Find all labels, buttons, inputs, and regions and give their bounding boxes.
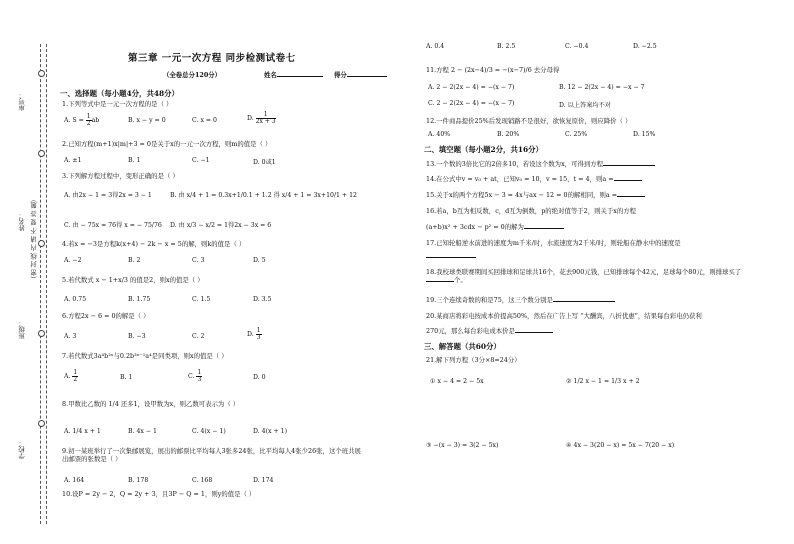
q2-option-d[interactable]: D. 0或1 [253,159,276,166]
q2-option-a[interactable]: A. ±1 [64,157,82,164]
class-label: 班级： [18,320,26,340]
q11-option-a[interactable]: A. 2 − 2(2x − 4) = −(x − 7) [428,84,515,91]
q19-answer-blank[interactable] [553,301,615,302]
q1-option-c[interactable]: C. x = 0 [192,117,217,124]
q16-answer-blank[interactable] [524,228,564,229]
q7-option-b[interactable]: B. 1 [120,374,133,381]
q15-answer-blank[interactable] [617,196,645,197]
question-11: 11.方程 2 − (2x−4)/3 = −(x−7)/6 去分母得 [426,66,560,74]
question-2: 2.已知方程(m+1)x|m|+3 = 0是关于x的一元一次方程，则m的值是（ ） [62,140,272,148]
question-4: 4.若x = −3是方程k(x+4) − 2k − x = 5的解，则k的值是（ ） [62,240,246,248]
q5-option-c[interactable]: C. 1.5 [192,296,211,303]
q1-option-d[interactable]: D. $\frac{1}{2x + 3}$ [247,111,276,125]
q9-option-a[interactable]: A. 164 [64,477,85,484]
equation-1: ① x − 4 = 2 − 5x [430,378,484,385]
q2-option-b[interactable]: B. 1 [128,157,141,164]
q6-option-b[interactable]: B. −3 [128,333,146,340]
question-10: 10.设P = 2y − 2，Q = 2y + 3，且3P − Q = 1，则y的值是（ ） [62,490,256,498]
question-1: 1.下列等式中是一元一次方程的是（ ） [62,100,173,108]
q4-option-d[interactable]: D. 5 [253,257,266,264]
question-16-cont: (a+b)x² + 3cdx − p² = 0的解为 [426,223,564,231]
q1-option-b[interactable]: B. x − y = 0 [128,117,166,124]
score-field[interactable]: 得分 [334,71,387,79]
question-16: 16.若a，b互为相反数，c，d互为倒数，p的绝对值等于2，则关于x的方程 [426,207,637,215]
q11-option-d[interactable]: D. 以上答案均不对 [559,102,611,109]
q9-option-b[interactable]: B. 178 [128,477,149,484]
q3-option-c[interactable]: C. 由 − 75x = 76得 x = − 75/76 [64,222,162,229]
total-score-note: （全卷总分120分） [163,71,222,79]
q3-option-b[interactable]: B. 由 x/4 + 1 = 0.3x+1/0.1 + 1.2 得 x/4 + 1 = 3x+10/1 + 12 [170,192,357,199]
seal-circle [38,240,45,247]
section-choice: 一、选择题（每小题4分，共48分） [60,89,179,98]
seal-notice: （密 封 线 内 请 不 要 答 题） [30,196,38,283]
q3-option-a[interactable]: A. 由2x − 1 = 3得2x = 3 − 1 [64,192,152,199]
question-21: 21.解下列方程（3分×8=24分） [426,356,521,364]
q11-option-c[interactable]: C. 2 − 2(2x − 4) = −(x − 7) [428,100,515,107]
q12-option-c[interactable]: C. 25% [565,131,588,138]
q5-option-d[interactable]: D. 3.5 [253,296,272,303]
q8-option-c[interactable]: C. 4(x − 1) [192,428,226,435]
seal-circle [38,70,45,77]
q12-option-b[interactable]: B. 20% [497,131,520,138]
question-20: 20.某商店将彩电按成本价提高50%，然后在广告上写 “大酬宾，八折优惠”，结果每台彩电仍获利 [426,312,702,320]
q7-option-c[interactable]: C. $\frac{1}{3}$ [188,369,202,383]
question-8: 8.甲数比乙数的 1/4 还多1，设甲数为x，则乙数可表示为（ ） [62,400,240,408]
section-fill-blank: 二、填空题（每小题2分，共16分） [424,145,543,154]
seal-line-outer [40,44,41,524]
page-title: 第三章 一元一次方程 同步检测试卷七 [128,53,296,64]
q8-option-b[interactable]: B. 4x − 1 [128,428,157,435]
seat-label: 座号： [18,92,26,112]
name-label-side: 姓名： [18,212,26,232]
equation-4: ④ 4x − 3(20 − x) = 5x − 7(20 − x) [566,442,675,449]
q8-option-d[interactable]: D. 4(x + 1) [253,428,287,435]
seal-circle [38,420,45,427]
q13-answer-blank[interactable] [603,165,655,166]
question-3: 3.下列解方程过程中，变形正确的是（ ） [62,172,179,180]
question-12: 12.一件商品提价25%后发现销路不是很好，欲恢复原价，则应降价（ ） [426,117,632,125]
q18-answer-blank[interactable] [426,281,454,282]
question-18: 18.我校球类联赛期间买回排球和足球共16个，花去900元钱，已知排球每个42元，足球每个80元，则排球买了个。 [426,268,742,284]
q7-option-d[interactable]: D. 0 [253,374,266,381]
equation-2: ② 1/2 x − 1 = 1/3 x + 2 [566,378,640,385]
q4-option-a[interactable]: A. −2 [64,257,82,264]
student-name-field[interactable]: 姓名 [264,71,323,79]
q12-option-d[interactable]: D. 15% [633,131,656,138]
q5-option-a[interactable]: A. 0.75 [64,296,87,303]
question-7: 7.若代数式3a⁴b²ˣ与0.2b³ˣ⁻¹a⁴是同类项，则x的值是（ ） [62,352,228,360]
q10-option-d[interactable]: D. −2.5 [633,43,657,50]
q6-option-c[interactable]: C. 2 [192,333,205,340]
q11-option-b[interactable]: B. 12 − 2(2x − 4) = −x − 7 [559,84,645,91]
q9-option-c[interactable]: C. 168 [192,477,213,484]
q14-answer-blank[interactable] [614,180,642,181]
question-6: 6.方程2x − 6 = 0的解是（ ） [62,312,150,320]
seal-circle [38,150,45,157]
question-17: 17.已知轮船逆水前进的速度为m千米/时，水流速度为2千米/时，则轮船在静水中的速度是 [426,239,681,247]
q9-option-d[interactable]: D. 174 [253,477,274,484]
q20-answer-blank[interactable] [515,332,553,333]
seal-line-inner [46,44,47,524]
q6-option-a[interactable]: A. 3 [64,333,77,340]
question-5: 5.若代数式 x − 1+x/3 的值是2，则x的值是（ ） [62,276,204,284]
q2-option-c[interactable]: C. −1 [192,157,210,164]
q5-option-b[interactable]: B. 1.75 [128,296,151,303]
q12-option-a[interactable]: A. 40% [428,131,451,138]
q1-option-a[interactable]: A. S = $\frac{1}{2}$ ab [64,113,100,127]
q10-option-c[interactable]: C. −0.4 [565,43,589,50]
q4-option-b[interactable]: B. 2 [128,257,141,264]
q10-option-b[interactable]: B. 2.5 [497,43,516,50]
q10-option-a[interactable]: A. 0.4 [426,43,445,50]
q3-option-d[interactable]: D. 由 x/3 − x/2 = 1得2x − 3x = 6 [170,222,272,229]
question-14: 14.在公式中v = v₀ + at，已知v₀ = 10，v = 15，t = 4，则a = [426,175,642,183]
q17-answer-blank[interactable] [426,252,476,260]
q8-option-a[interactable]: A. 1/4 x + 1 [64,428,101,435]
q6-option-d[interactable]: D. $\frac{1}{3}$ [247,327,261,341]
q7-option-a[interactable]: A. $\frac{1}{2}$ [64,369,78,383]
equation-3: ③ −(x − 3) = 3(2 − 5x) [426,442,499,449]
school-label: 学校： [18,440,26,460]
section-solve: 三、解答题（共60分） [424,342,501,351]
question-20-cont: 270元，那么每台彩电成本价是 [426,327,553,335]
q4-option-c[interactable]: C. 3 [192,257,205,264]
question-15: 15.关于x的两个方程5x − 3 = 4x与ax − 12 = 0的解相同，则a = [426,191,645,199]
question-9: 9.初一某班举行了一次集邮展览，展出的邮票比平均每人3张多24张，比平均每人4张少26张，这个班共展出邮票的张数是（ ） [62,447,361,463]
seal-circle [38,330,45,337]
question-19: 19.三个连续奇数的和是75，这三个数分别是 [426,296,615,304]
question-13: 13.一个数的3倍比它的2倍多10，若设这个数为x，可得到方程 [426,160,655,168]
